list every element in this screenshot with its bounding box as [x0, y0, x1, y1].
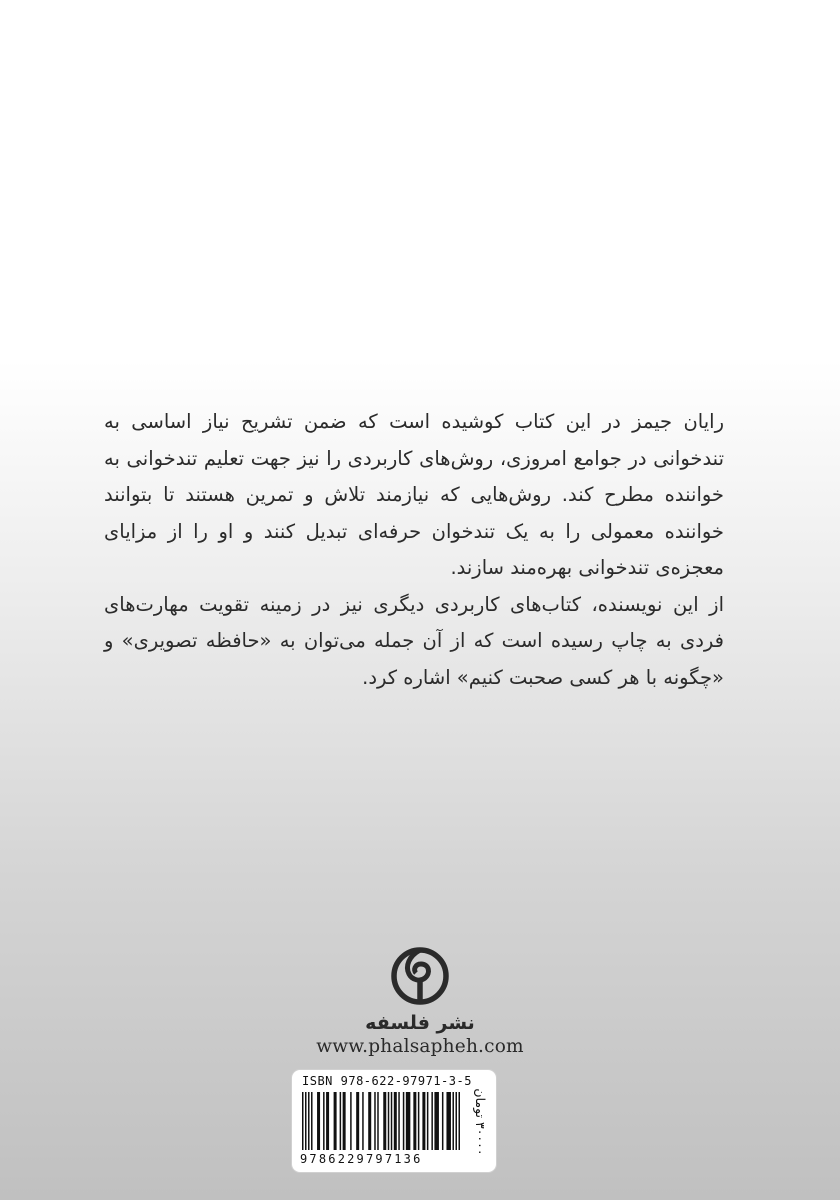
description-paragraph-1: رایان جیمز در این کتاب کوشیده است که ضمن تشریح نیاز اساسی به تندخوانی در جوامع امروزی، روش‌های کاربردی را نیز جهت تعلیم تندخوانی به خواننده مطرح کند. روش‌هایی که نیازمند تلاش و تمرین هستند تا بتوانند خواننده معمولی را به یک تندخوان حرفه‌ای تبدیل کنند و او را از مزایای معجزه‌ی تندخوانی بهره‌مند سازند. — [104, 410, 724, 579]
price-text: ۳۰۰۰۰ تومان — [473, 1088, 488, 1156]
isbn-text: ISBN 978-622-97971-3-5 — [302, 1074, 472, 1088]
book-description — [104, 404, 724, 696]
publisher-block — [260, 942, 580, 1057]
barcode-label — [292, 1070, 496, 1172]
barcode-icon — [302, 1092, 460, 1150]
phalsapheh-logo-icon — [387, 942, 453, 1008]
publisher-name: نشر فلسفه — [365, 1012, 475, 1034]
publisher-website: www.phalsapheh.com — [316, 1036, 524, 1057]
barcode-digits: 9786229797136 — [300, 1152, 423, 1166]
description-paragraph-2: از این نویسنده، کتاب‌های کاربردی دیگری نیز در زمینه تقویت مهارت‌های فردی به چاپ رسیده است که از آن جمله می‌توان به «حافظه تصویری» و «چگونه با هر کسی صحبت کنیم» اشاره کرد. — [104, 592, 724, 689]
price-label — [468, 1076, 492, 1168]
